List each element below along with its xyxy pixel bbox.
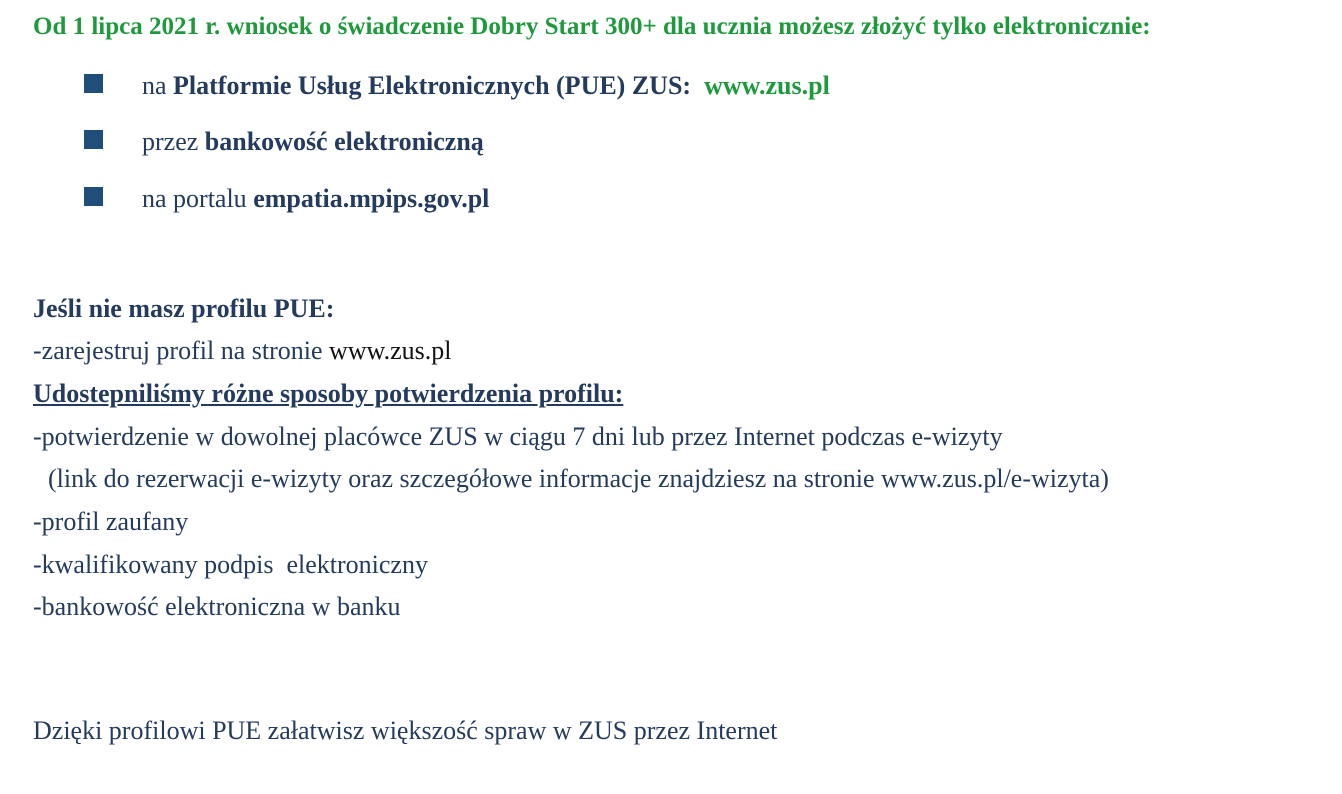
- channel-prefix: na portalu: [142, 184, 254, 213]
- register-line: [33, 336, 452, 366]
- method-branch-note: (link do rezerwacji e-wizyty oraz szczegółowe informacje znajdziesz na stronie www.zus.pl/e-wizyta): [48, 464, 1109, 493]
- method-qualified-signature: -kwalifikowany podpis elektroniczny: [33, 550, 428, 579]
- channel-name: bankowość elektroniczną: [204, 127, 484, 156]
- zus-link[interactable]: www.zus.pl: [704, 71, 830, 100]
- square-bullet-icon: [84, 130, 103, 149]
- register-link[interactable]: www.zus.pl: [329, 336, 452, 365]
- channel-text: [142, 127, 484, 157]
- channel-prefix: na: [142, 71, 174, 100]
- square-bullet-icon: [84, 74, 103, 93]
- empatia-link[interactable]: empatia.mpips.gov.pl: [253, 184, 490, 213]
- headline: Od 1 lipca 2021 r. wniosek o świadczenie Dobry Start 300+ dla ucznia możesz złożyć tylko elektronicznie:: [33, 13, 1151, 40]
- method-trusted-profile: -profil zaufany: [33, 507, 189, 536]
- register-prefix: -zarejestruj profil na stronie: [33, 336, 329, 365]
- channel-name: Platformie Usług Elektronicznych (PUE) ZUS:: [173, 71, 692, 100]
- method-branch: -potwierdzenie w dowolnej placówce ZUS w ciągu 7 dni lub przez Internet podczas e-wizyty: [33, 422, 1003, 451]
- square-bullet-icon: [84, 187, 103, 206]
- channel-text: [142, 71, 830, 101]
- channel-prefix: przez: [142, 127, 205, 156]
- channel-text: [142, 184, 489, 214]
- no-profile-heading: Jeśli nie masz profilu PUE:: [33, 294, 335, 323]
- footer-note: Dzięki profilowi PUE załatwisz większość spraw w ZUS przez Internet: [33, 716, 778, 745]
- method-bank: -bankowość elektroniczna w banku: [33, 592, 401, 621]
- methods-heading: Udostepniliśmy różne sposoby potwierdzenia profilu:: [33, 379, 624, 408]
